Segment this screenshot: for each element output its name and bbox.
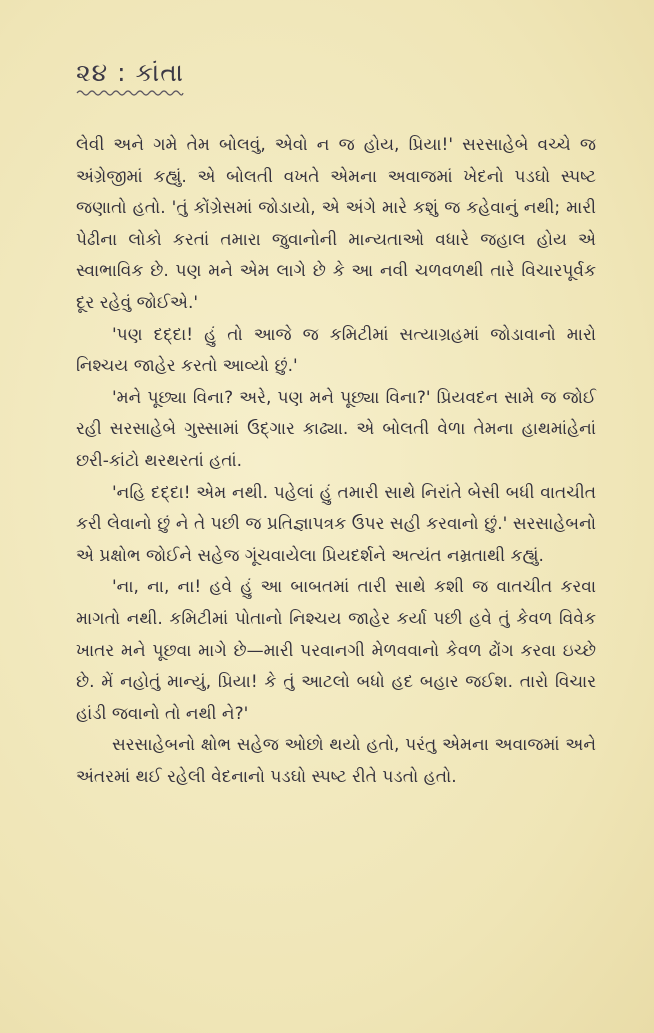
running-head (76, 58, 184, 88)
paragraph: 'પણ દદ્દા! હું તો આજે જ કમિટીમાં સત્યાગ્રહમાં જોડાવાનો મારો નિશ્ચય જાહેર કરતો આવ્યો છું.' (76, 324, 596, 377)
page-number: ૨૪ (76, 58, 109, 87)
decorative-squiggle-rule (76, 89, 184, 97)
paragraph: 'નહિ દદ્દા! એમ નથી. પહેલાં હું તમારી સાથે નિરાંતે બેસી બધી વાતચીત કરી લેવાનો છું ને તે પછી જ પ્રતિજ્ઞાપત્રક ઉપર સહી કરવાનો છું.' સરસાહેબનો એ પ્રક્ષોભ જોઈને સહેજ ગૂંચવાયેલા પ્રિયદર્શને અત્યંત નમ્રતાથી કહ્યું. (76, 482, 596, 566)
paragraph: 'ના, ના, ના! હવે હું આ બાબતમાં તારી સાથે કશી જ વાતચીત કરવા માગતો નથી. કમિટીમાં પોતાનો નિશ્ચય જાહેર કર્યા પછી હવે તું કેવળ વિવેક ખાતર મને પૂછવા માગે છે—મારી પરવાનગી મેળવવાનો કેવળ ઢોંગ કરવા ઇચ્છે છે. મેં નહોતું માન્યું, પ્રિયા! કે તું આટલો બધો હદ બહાર જઈશ. તારો વિચાર હાંડી જવાનો તો નથી ને?' (76, 577, 596, 724)
body-text (76, 130, 596, 793)
header-separator: : (117, 58, 127, 87)
book-title: કાંતા (135, 58, 185, 87)
page-header (76, 58, 184, 97)
paragraph: લેવી અને ગમે તેમ બોલવું, એવો ન જ હોય, પ્રિયા!' સરસાહેબે વચ્ચે જ અંગ્રેજીમાં કહ્યું. એ બોલતી વખતે એમના અવાજમાં ખેદનો પડઘો સ્પષ્ટ જણાતો હતો. 'તું કોંગ્રેસમાં જોડાયો, એ અંગે મારે કશું જ કહેવાનું નથી; મારી પેઢીના લોકો કરતાં તમારા જુવાનોની માન્યતાઓ વધારે જહાલ હોય એ સ્વાભાવિક છે. પણ મને એમ લાગે છે કે આ નવી ચળવળથી તારે વિચારપૂર્વક દૂર રહેવું જોઈએ.' (76, 135, 596, 313)
paragraph: 'મને પૂછ્યા વિના? અરે, પણ મને પૂછ્યા વિના?' પ્રિયવદન સામે જ જોઈ રહી સરસાહેબે ગુસ્સામાં ઉદ્ગાર કાઢ્યા. એ બોલતી વેળા તેમના હાથમાંહેનાં છરી-કાંટો થરથરતાં હતાં. (76, 387, 596, 471)
paragraph: સરસાહેબનો ક્ષોભ સહેજ ઓછો થયો હતો, પરંતુ એમના અવાજમાં અને અંતરમાં થઈ રહેલી વેદનાનો પડઘો સ્પષ્ટ રીતે પડતો હતો. (76, 735, 596, 787)
